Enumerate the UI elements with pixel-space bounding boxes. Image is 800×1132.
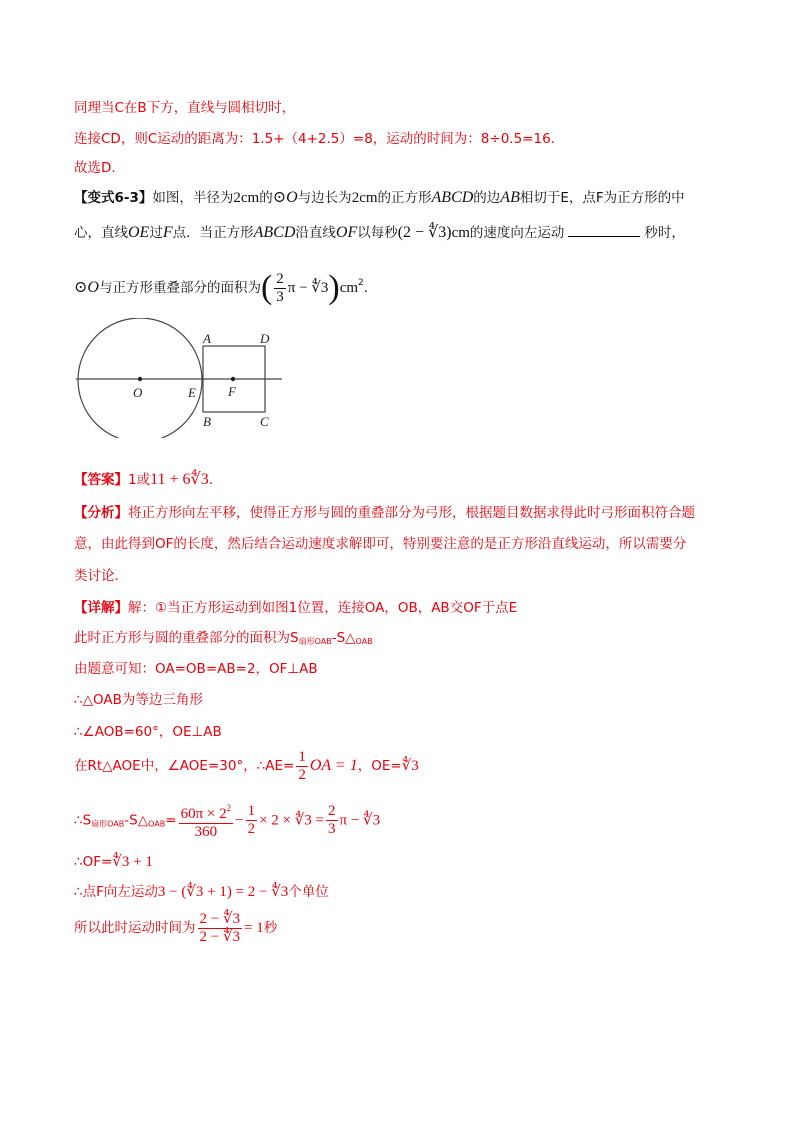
time-num: 2 − ∜3 bbox=[199, 910, 241, 927]
fraction-two-thirds-2 bbox=[326, 803, 338, 838]
detail-8a: ∴OF= bbox=[74, 854, 113, 870]
detail-line-4 bbox=[74, 690, 203, 710]
question-line-3 bbox=[74, 266, 368, 306]
answer-blank bbox=[568, 222, 640, 237]
detail-8b: ∜3 + 1 bbox=[112, 854, 153, 870]
detail-line-1 bbox=[74, 598, 517, 618]
detail-9b: 3 − (∜3 + 1) = 2 − ∜3 bbox=[157, 884, 289, 900]
detail-7d: OAB bbox=[148, 819, 166, 829]
answer-tag: 【答案】 bbox=[74, 472, 128, 488]
q-side: 2cm bbox=[351, 190, 378, 206]
detail-text-5: ∴∠AOB=60°，OE⊥AB bbox=[74, 724, 222, 740]
detail-line-5 bbox=[74, 722, 222, 742]
sector-num: 60π × 2 bbox=[180, 806, 227, 822]
detail-10a: 所以此时运动时间为 bbox=[74, 920, 196, 936]
detail-10d: = 1 bbox=[244, 920, 264, 936]
q2-text-e: 点．当正方形 bbox=[172, 225, 254, 241]
label-f: F bbox=[228, 384, 236, 399]
fraction-time bbox=[198, 911, 243, 946]
fraction-one-half-2 bbox=[246, 803, 258, 838]
detail-2b: 扇形OAB bbox=[298, 637, 332, 646]
analysis-line-3 bbox=[74, 566, 128, 586]
detail-line-8 bbox=[74, 852, 153, 872]
detail-6a: 在Rt△AOE中，∠AOE=30°，∴AE= bbox=[74, 758, 295, 774]
frac-num: 2 bbox=[276, 270, 284, 287]
q2-point-f: F bbox=[162, 224, 173, 241]
question-line-1 bbox=[74, 188, 685, 208]
q2-square-abcd: ABCD bbox=[253, 224, 296, 241]
detail-line-7 bbox=[74, 800, 380, 843]
q-side-ab: AB bbox=[500, 189, 520, 206]
answer-text-a: 1或 bbox=[128, 472, 151, 488]
q2-line-of: OF bbox=[335, 224, 358, 241]
q-text-c: 的 bbox=[259, 190, 273, 206]
detail-line-2 bbox=[74, 628, 373, 652]
text-line-3 bbox=[74, 158, 116, 178]
answer-line bbox=[74, 470, 213, 490]
q2-unit: cm bbox=[451, 225, 470, 241]
q2-text-m: 秒时， bbox=[644, 225, 685, 241]
q3-text-b: 与正方形重叠部分的面积为 bbox=[98, 280, 261, 296]
detail-text-4: ∴△OAB为等边三角形 bbox=[74, 692, 203, 708]
q-text-i: 的边 bbox=[473, 190, 501, 206]
right-paren: ) bbox=[328, 269, 340, 306]
detail-text-3: 由题意可知：OA=OB=AB=2，OF⊥AB bbox=[74, 661, 318, 677]
detail-tag: 【详解】 bbox=[74, 600, 128, 616]
q2-text-i: 以每秒 bbox=[357, 225, 398, 241]
label-a: A bbox=[203, 331, 211, 346]
q2-text-g: 沿直线 bbox=[295, 225, 336, 241]
q3-unit: cm bbox=[339, 280, 359, 296]
line-2-text: 连接CD，则C运动的距离为：1.5+（4+2.5）=8，运动的时间为：8÷0.5=16. bbox=[74, 131, 555, 147]
detail-7j: × 2 × ∜3 = bbox=[259, 812, 325, 829]
detail-7k: π − ∜3 bbox=[339, 812, 381, 829]
detail-9a: ∴点F向左运动 bbox=[74, 884, 158, 900]
label-d: D bbox=[260, 331, 270, 346]
q-radius: 2cm bbox=[233, 190, 260, 206]
detail-2c: -S△ bbox=[331, 630, 356, 646]
detail-line-6 bbox=[74, 748, 419, 784]
detail-7c: -S△ bbox=[124, 812, 149, 829]
analysis-text-1: 将正方形向左平移，使得正方形与圆的重叠部分为弓形，根据题目数据求得此时弓形面积符合题 bbox=[128, 505, 695, 521]
left-paren: ( bbox=[260, 269, 273, 306]
q3-circle-o: ⊙O bbox=[74, 279, 99, 296]
answer-expr: 11 + 6∜3 bbox=[150, 471, 209, 488]
q2-speed-expr: (2 − ∜3) bbox=[397, 224, 452, 241]
frac-num: 1 bbox=[298, 748, 306, 765]
line-1-text: 同理当C在B下方，直线与圆相切时， bbox=[74, 100, 296, 116]
line-3-text: 故选D. bbox=[74, 160, 116, 176]
label-o: O bbox=[133, 385, 143, 400]
analysis-tag: 【分析】 bbox=[74, 505, 128, 521]
frac-num: 2 bbox=[328, 803, 336, 819]
detail-6b: OA = 1 bbox=[309, 757, 358, 774]
label-e: E bbox=[188, 385, 196, 400]
detail-line-9 bbox=[74, 882, 329, 902]
point-o bbox=[138, 377, 142, 381]
q2-text-l: 的速度向左运动 bbox=[469, 225, 565, 241]
frac-den: 2 bbox=[298, 766, 306, 783]
detail-7a: ∴S bbox=[74, 812, 92, 829]
q-circle-o: ⊙O bbox=[272, 189, 298, 206]
detail-line-10 bbox=[74, 908, 277, 948]
frac-den: 3 bbox=[328, 821, 336, 837]
geometry-figure bbox=[74, 318, 294, 438]
fraction-two-thirds bbox=[274, 271, 286, 306]
label-b: B bbox=[203, 414, 211, 429]
frac-num: 1 bbox=[247, 803, 256, 819]
point-f bbox=[231, 377, 235, 381]
analysis-text-2: 意，由此得到OF的长度，然后结合运动速度求解即可，特别要注意的是正方形沿直线运动，所以需要分 bbox=[74, 536, 687, 552]
detail-text-1: 解：①当正方形运动到如图1位置，连接OA，OB，AB交OF于点E bbox=[128, 600, 518, 616]
detail-9c: 个单位 bbox=[288, 884, 329, 900]
q2-text-c: 过 bbox=[149, 225, 163, 241]
q-square-abcd: ABCD bbox=[431, 189, 474, 206]
fraction-one-half bbox=[296, 749, 308, 784]
q3-expr: π − ∜3 bbox=[287, 280, 329, 296]
time-den: 2 − ∜3 bbox=[199, 928, 241, 945]
detail-2a: 此时正方形与圆的重叠部分的面积为S bbox=[74, 630, 299, 646]
q-text-a: 如图，半径为 bbox=[152, 190, 234, 206]
q-text-g: 的正方形 bbox=[377, 190, 432, 206]
text-line-2 bbox=[74, 129, 555, 149]
detail-line-3 bbox=[74, 659, 318, 679]
q-text-k: 相切于E，点F为正方形的中 bbox=[519, 190, 685, 206]
detail-6c: ，OE= bbox=[357, 758, 402, 774]
q2-text-a: 心，直线 bbox=[74, 225, 128, 241]
detail-10e: 秒 bbox=[263, 920, 278, 936]
detail-7b: 扇形OAB bbox=[91, 819, 125, 829]
sector-exp: 2 bbox=[226, 803, 232, 813]
detail-2d: OAB bbox=[355, 637, 373, 646]
analysis-line-2 bbox=[74, 534, 686, 554]
q3-period: . bbox=[363, 280, 369, 296]
text-line-1 bbox=[74, 98, 295, 118]
sector-den: 360 bbox=[194, 824, 218, 840]
label-c: C bbox=[260, 414, 269, 429]
detail-7e: = bbox=[165, 812, 177, 829]
frac-den: 2 bbox=[247, 821, 256, 837]
frac-den: 3 bbox=[276, 288, 284, 305]
analysis-text-3: 类讨论． bbox=[74, 568, 128, 584]
analysis-line-1 bbox=[74, 503, 695, 523]
question-line-2 bbox=[74, 222, 685, 243]
q-text-e: 与边长为 bbox=[297, 190, 352, 206]
q3-unit-exp: 2 bbox=[358, 278, 364, 288]
q2-line-oe: OE bbox=[128, 224, 150, 241]
detail-7i: − bbox=[235, 812, 244, 829]
variant-tag: 【变式6-3】 bbox=[74, 190, 153, 206]
fraction-sector bbox=[179, 800, 234, 841]
answer-period: . bbox=[208, 472, 214, 488]
detail-6d: ∜3 bbox=[401, 758, 419, 774]
